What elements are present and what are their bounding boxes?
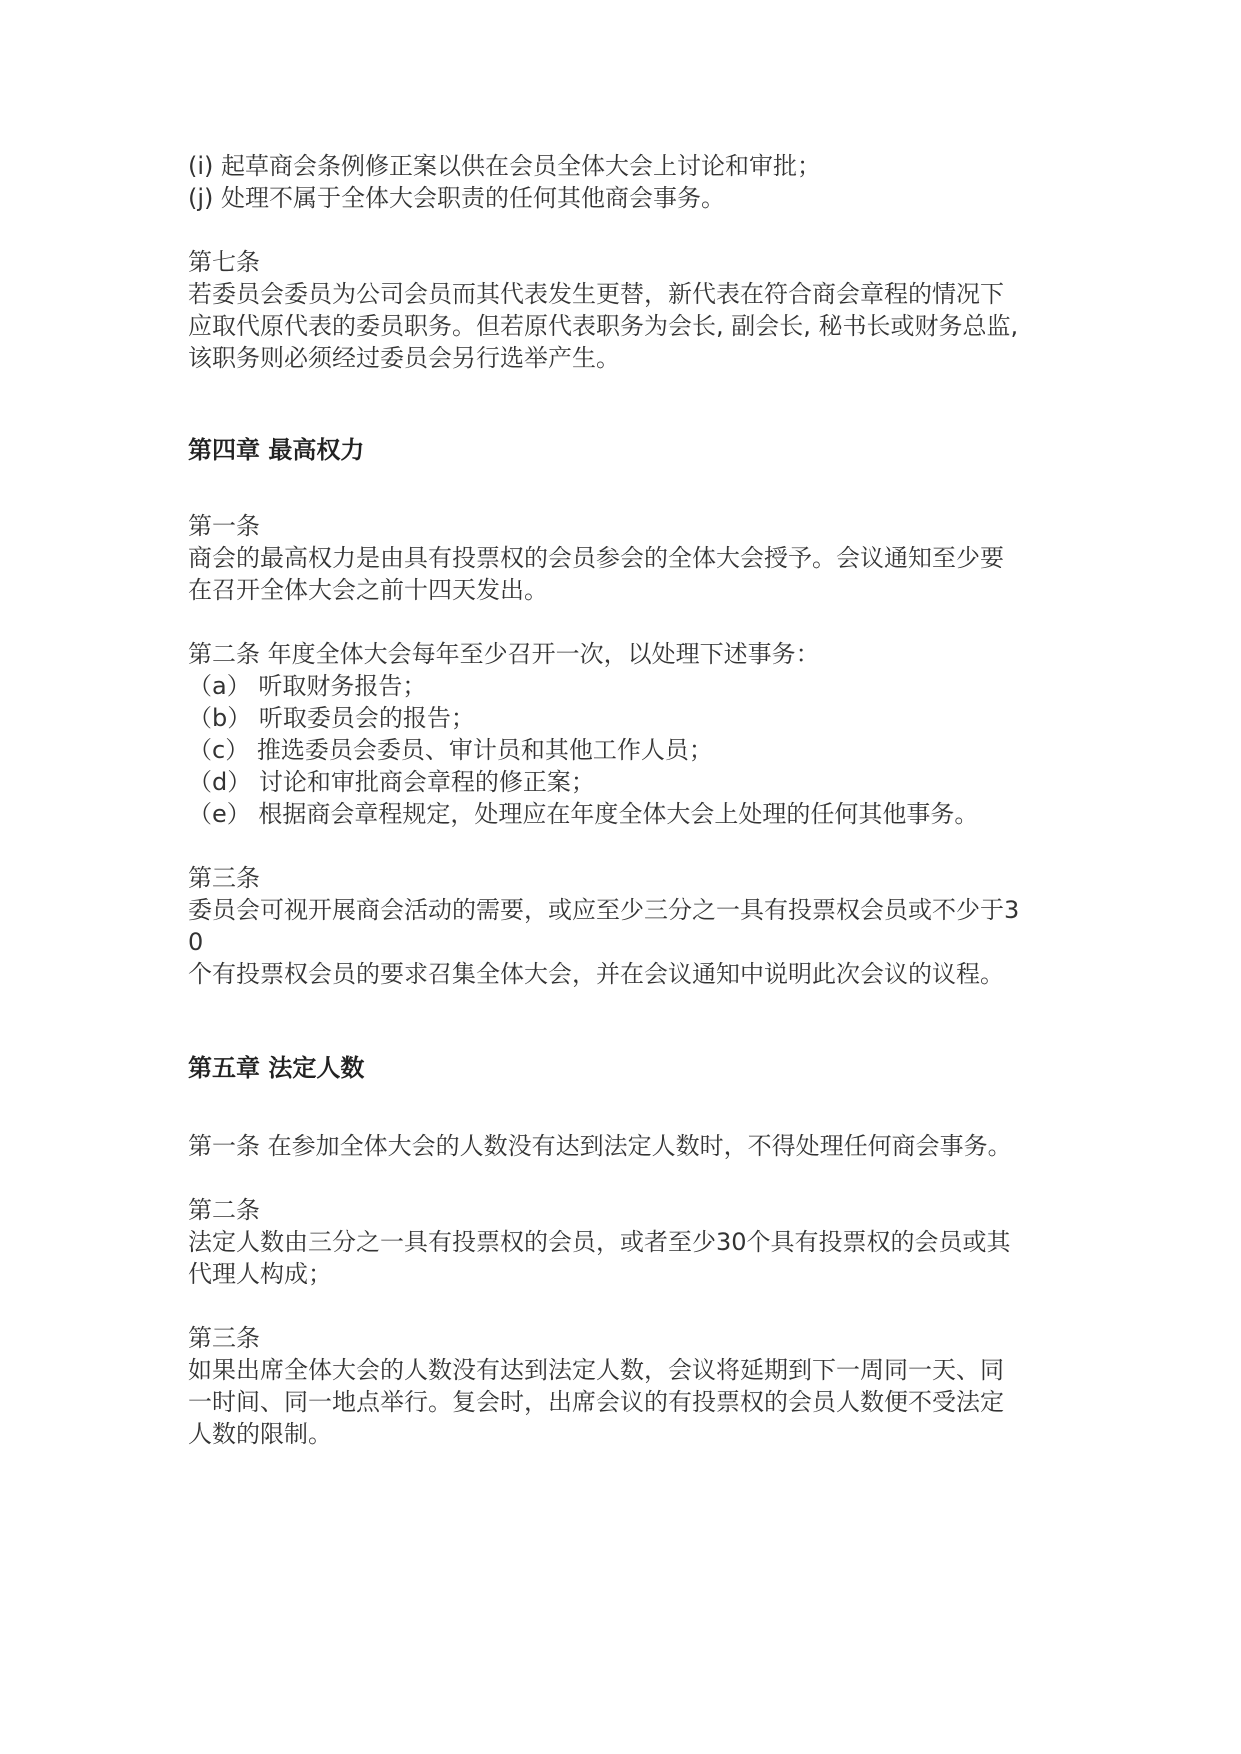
ch4-article-1-line-2: 在召开全体大会之前十四天发出。 bbox=[188, 576, 548, 604]
ch5-article-3-line-2: 一时间、同一地点举行。复会时，出席会议的有投票权的会员人数便不受法定 bbox=[188, 1388, 1004, 1416]
ch4-article-2-item: （e） 根据商会章程规定，处理应在年度全体大会上处理的任何其他事务。 bbox=[188, 800, 979, 828]
ch5-article-1: 第一条 在参加全体大会的人数没有达到法定人数时，不得处理任何商会事务。 bbox=[188, 1132, 1012, 1160]
ch5-article-3-line-3: 人数的限制。 bbox=[188, 1420, 332, 1448]
ch4-article-1-line-1: 商会的最高权力是由具有投票权的会员参会的全体大会授予。会议通知至少要 bbox=[188, 544, 1004, 572]
ch4-article-3-title: 第三条 bbox=[188, 864, 260, 892]
ch4-article-2-intro: 第二条 年度全体大会每年至少召开一次，以处理下述事务： bbox=[188, 640, 820, 668]
ch4-article-2-item: （d） 讨论和审批商会章程的修正案； bbox=[188, 768, 595, 796]
ch5-article-3-title: 第三条 bbox=[188, 1324, 260, 1352]
chapter-4-heading: 第四章 最高权力 bbox=[188, 436, 365, 464]
article-7-line-1: 若委员会委员为公司会员而其代表发生更替，新代表在符合商会章程的情况下 bbox=[188, 280, 1004, 308]
ch4-article-2-item: （a） 听取财务报告； bbox=[188, 672, 427, 700]
ch5-article-2-title: 第二条 bbox=[188, 1196, 260, 1224]
ch4-article-3-line-3: 个有投票权会员的要求召集全体大会，并在会议通知中说明此次会议的议程。 bbox=[188, 960, 1004, 988]
article-7-title: 第七条 bbox=[188, 248, 260, 276]
ch4-article-1-title: 第一条 bbox=[188, 512, 260, 540]
article-7-line-3: 该职务则必须经过委员会另行选举产生。 bbox=[188, 344, 620, 372]
ch5-article-2-line-1: 法定人数由三分之一具有投票权的会员，或者至少30个具有投票权的会员或其 bbox=[188, 1228, 1011, 1256]
ch5-article-3-line-1: 如果出席全体大会的人数没有达到法定人数，会议将延期到下一周同一天、同 bbox=[188, 1356, 1004, 1384]
ch4-article-3-line-1: 委员会可视开展商会活动的需要，或应至少三分之一具有投票权会员或不少于3 bbox=[188, 896, 1020, 924]
chapter-5-heading: 第五章 法定人数 bbox=[188, 1054, 365, 1082]
ch5-article-2-line-2: 代理人构成； bbox=[188, 1260, 332, 1288]
ch4-article-2-item: （b） 听取委员会的报告； bbox=[188, 704, 475, 732]
clause-item-i: (i) 起草商会条例修正案以供在会员全体大会上讨论和审批； bbox=[188, 152, 822, 180]
ch4-article-2-item: （c） 推选委员会委员、审计员和其他工作人员； bbox=[188, 736, 713, 764]
article-7-line-2: 应取代原代表的委员职务。但若原代表职务为会长, 副会长, 秘书长或财务总监, bbox=[188, 312, 1019, 340]
clause-item-j: (j) 处理不属于全体大会职责的任何其他商会事务。 bbox=[188, 184, 726, 212]
ch4-article-3-line-2: 0 bbox=[188, 928, 204, 956]
